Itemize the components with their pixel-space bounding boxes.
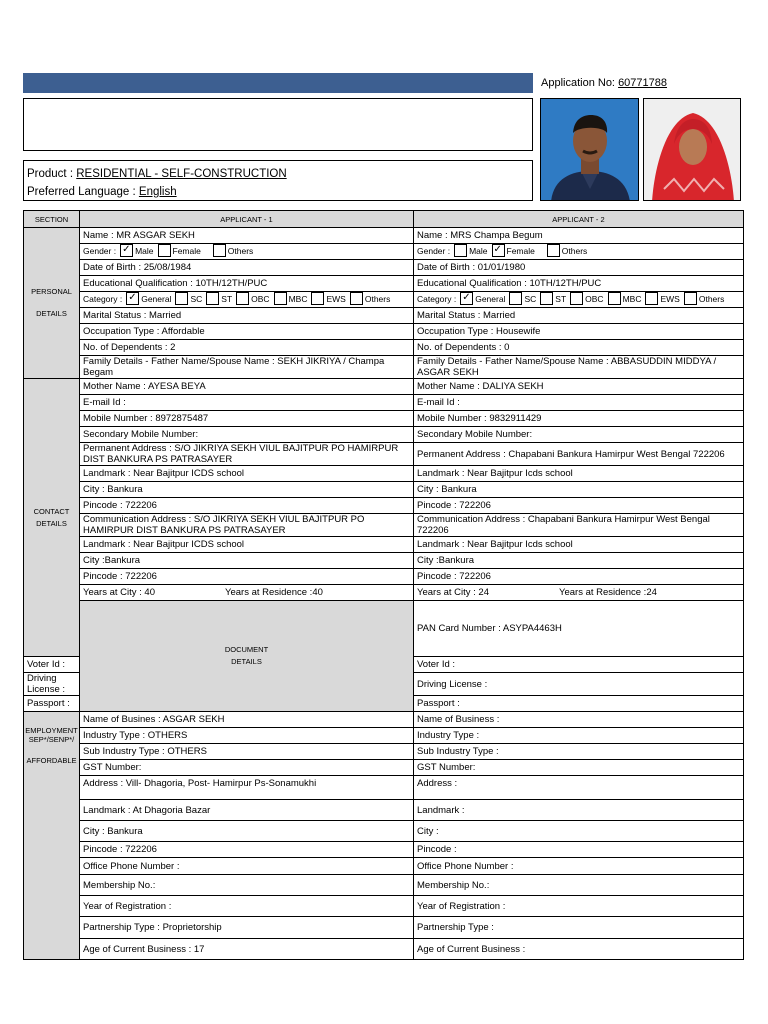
app2-others-cat-checkbox[interactable]	[684, 292, 697, 305]
app2-office-phone: Office Phone Number :	[414, 858, 744, 875]
table-row	[24, 498, 744, 514]
app2-marital: Marital Status : Married	[414, 308, 744, 324]
table-row	[24, 744, 744, 760]
app1-name: Name : MR ASGAR SEKH	[80, 228, 414, 244]
app1-dependents: No. of Dependents : 2	[80, 340, 414, 356]
table-row	[24, 842, 744, 858]
sc-label: SC	[524, 294, 537, 305]
app1-ews-checkbox[interactable]	[311, 292, 324, 305]
app2-membership: Membership No.:	[414, 875, 744, 896]
application-table	[23, 210, 744, 960]
app2-emp-pincode: Pincode :	[414, 842, 744, 858]
table-row	[24, 276, 744, 292]
section-label: DOCUMENT	[224, 645, 269, 654]
mbc-label: MBC	[288, 294, 308, 305]
app2-comm-pincode: Pincode : 722206	[414, 569, 744, 585]
others-label: Others	[227, 246, 254, 257]
app2-occupation: Occupation Type : Housewife	[414, 324, 744, 340]
app1-comm-city: City :Bankura	[80, 553, 414, 569]
product-label: Product :	[27, 168, 74, 180]
table-row	[24, 537, 744, 553]
app1-years	[80, 585, 414, 601]
section-label: DETAILS	[36, 518, 67, 528]
category-label: Category :	[83, 294, 123, 305]
section-label: EMPLOYMENT	[25, 726, 78, 735]
app2-male-checkbox[interactable]	[454, 244, 467, 257]
app1-sec-mobile: Secondary Mobile Number:	[80, 427, 414, 443]
table-row	[24, 917, 744, 939]
table-row	[24, 443, 744, 466]
table-row	[24, 482, 744, 498]
app2-dependents: No. of Dependents : 0	[414, 340, 744, 356]
app2-age-business: Age of Current Business :	[414, 939, 744, 960]
table-row	[24, 244, 744, 260]
app2-email: E-mail Id :	[414, 395, 744, 411]
table-row	[24, 760, 744, 776]
table-row	[24, 601, 744, 657]
app2-female-checkbox[interactable]	[492, 244, 505, 257]
app2-sub-industry: Sub Industry Type :	[414, 744, 744, 760]
applicant-2-photo-image	[644, 99, 741, 201]
app1-comm-pincode: Pincode : 722206	[80, 569, 414, 585]
app1-others-checkbox[interactable]	[213, 244, 226, 257]
app2-others-checkbox[interactable]	[547, 244, 560, 257]
table-row	[24, 228, 744, 244]
app2-st-checkbox[interactable]	[540, 292, 553, 305]
applicant-1-photo	[540, 98, 639, 201]
app1-edu: Educational Qualification : 10TH/12TH/PUC	[80, 276, 414, 292]
app1-mobile: Mobile Number : 8972875487	[80, 411, 414, 427]
st-label: ST	[221, 294, 233, 305]
table-row	[24, 800, 744, 821]
app-no-label: Application No:	[541, 77, 615, 89]
section-label: CONTACT	[33, 506, 70, 516]
table-row	[24, 514, 744, 537]
app2-obc-checkbox[interactable]	[570, 292, 583, 305]
general-label: General	[475, 294, 506, 305]
application-number	[541, 77, 667, 89]
header-bar	[23, 73, 533, 93]
table-row	[24, 395, 744, 411]
app1-mother: Mother Name : AYESA BEYA	[80, 379, 414, 395]
app2-voter: Voter Id :	[414, 657, 744, 673]
app2-years-city: Years at City : 24	[417, 587, 489, 598]
applicant-1-photo-image	[541, 99, 639, 201]
app2-years	[414, 585, 744, 601]
app1-year-reg: Year of Registration :	[80, 896, 414, 917]
app2-comm-landmark: Landmark : Near Bajitpur Icds school	[414, 537, 744, 553]
app1-family: Family Details - Father Name/Spouse Name : SEKH JIKRIYA / Champa Begam	[80, 356, 414, 379]
app1-sub-industry: Sub Industry Type : OTHERS	[80, 744, 414, 760]
app2-comm-city: City :Bankura	[414, 553, 744, 569]
app1-others-cat-checkbox[interactable]	[350, 292, 363, 305]
language-label: Preferred Language :	[27, 186, 136, 198]
app1-emp-landmark: Landmark : At Dhagoria Bazar	[80, 800, 414, 821]
table-row	[24, 776, 744, 800]
table-row	[24, 896, 744, 917]
app2-general-checkbox[interactable]	[460, 292, 473, 305]
section-document	[80, 601, 414, 712]
female-label: Female	[506, 246, 535, 257]
app1-membership: Membership No.:	[80, 875, 414, 896]
app1-male-checkbox[interactable]	[120, 244, 133, 257]
app2-landmark: Landmark : Near Bajitpur Icds school	[414, 466, 744, 482]
app1-gender	[80, 244, 414, 260]
app2-industry: Industry Type :	[414, 728, 744, 744]
col-section: SECTION	[24, 211, 80, 228]
blank-box	[23, 98, 533, 151]
table-row	[24, 324, 744, 340]
app1-years-city: Years at City : 40	[83, 587, 155, 598]
app2-dob: Date of Birth : 01/01/1980	[414, 260, 744, 276]
app2-mobile: Mobile Number : 9832911429	[414, 411, 744, 427]
table-row	[24, 821, 744, 842]
app1-dob: Date of Birth : 25/08/1984	[80, 260, 414, 276]
app2-sc-checkbox[interactable]	[509, 292, 522, 305]
language-value: English	[138, 186, 177, 198]
female-label: Female	[172, 246, 201, 257]
app1-industry: Industry Type : OTHERS	[80, 728, 414, 744]
app2-pincode: Pincode : 722206	[414, 498, 744, 514]
app2-year-reg: Year of Registration :	[414, 896, 744, 917]
section-label: AFFORDABLE	[26, 756, 77, 765]
app2-emp-city: City :	[414, 821, 744, 842]
app1-comm-landmark: Landmark : Near Bajitpur ICDS school	[80, 537, 414, 553]
st-label: ST	[555, 294, 567, 305]
app2-comm-address: Communication Address : Chapabani Bankura Hamirpur West Bengal 722206	[414, 514, 744, 537]
male-label: Male	[469, 246, 488, 257]
app2-mother: Mother Name : DALIYA SEKH	[414, 379, 744, 395]
app1-voter: Voter Id :	[24, 657, 80, 673]
applicant-2-photo	[643, 98, 741, 201]
app1-st-checkbox[interactable]	[206, 292, 219, 305]
table-row	[24, 340, 744, 356]
table-row	[24, 466, 744, 482]
obc-label: OBC	[585, 294, 604, 305]
app2-years-residence: Years at Residence :24	[559, 587, 657, 598]
others-label: Others	[364, 294, 391, 305]
table-row	[24, 260, 744, 276]
app-no-value: 60771788	[618, 77, 668, 89]
app2-edu: Educational Qualification : 10TH/12TH/PUC	[414, 276, 744, 292]
app2-business: Name of Business :	[414, 712, 744, 728]
section-label: DETAILS	[231, 657, 262, 666]
table-row	[24, 379, 744, 395]
table-row	[24, 292, 744, 308]
app1-marital: Marital Status : Married	[80, 308, 414, 324]
table-row	[24, 875, 744, 896]
app1-sc-checkbox[interactable]	[175, 292, 188, 305]
ews-label: EWS	[660, 294, 680, 305]
app1-general-checkbox[interactable]	[126, 292, 139, 305]
app1-category	[80, 292, 414, 308]
app1-email: E-mail Id :	[80, 395, 414, 411]
app1-driving: Driving License :	[24, 673, 80, 696]
sc-label: SC	[190, 294, 203, 305]
app2-city: City : Bankura	[414, 482, 744, 498]
product-box	[23, 160, 533, 201]
app1-mbc-checkbox[interactable]	[274, 292, 287, 305]
table-header-row	[24, 211, 744, 228]
app1-pan: PAN Card Number : ASYPA4463H	[414, 601, 744, 657]
app2-passport: Passport :	[414, 696, 744, 712]
app1-age-business: Age of Current Business : 17	[80, 939, 414, 960]
gender-label: Gender :	[417, 246, 451, 257]
app2-emp-landmark: Landmark :	[414, 800, 744, 821]
others-label: Others	[698, 294, 725, 305]
app1-emp-address: Address : Vill- Dhagoria, Post- Hamirpur Ps-Sonamukhi	[80, 776, 414, 800]
app2-perm-address: Permanent Address : Chapabani Bankura Hamirpur West Bengal 722206	[414, 443, 744, 466]
others-label: Others	[561, 246, 588, 257]
app1-business: Name of Busines : ASGAR SEKH	[80, 712, 414, 728]
app1-obc-checkbox[interactable]	[236, 292, 249, 305]
app1-landmark: Landmark : Near Bajitpur ICDS school	[80, 466, 414, 482]
app2-gst: GST Number:	[414, 760, 744, 776]
obc-label: OBC	[251, 294, 270, 305]
col-applicant-2: APPLICANT - 2	[414, 211, 744, 228]
ews-label: EWS	[326, 294, 346, 305]
app1-occupation: Occupation Type : Affordable	[80, 324, 414, 340]
table-row	[24, 308, 744, 324]
category-label: Category :	[417, 294, 457, 305]
table-row	[24, 569, 744, 585]
mbc-label: MBC	[622, 294, 642, 305]
section-employment	[24, 712, 80, 960]
app1-female-checkbox[interactable]	[158, 244, 171, 257]
table-row	[24, 356, 744, 379]
app1-partnership: Partnership Type : Proprietorship	[80, 917, 414, 939]
product-value: RESIDENTIAL - SELF-CONSTRUCTION	[76, 168, 287, 180]
app1-office-phone: Office Phone Number :	[80, 858, 414, 875]
app1-years-residence: Years at Residence :40	[225, 587, 323, 598]
section-contact	[24, 379, 80, 657]
general-label: General	[141, 294, 172, 305]
app2-gender	[414, 244, 744, 260]
app2-mbc-checkbox[interactable]	[608, 292, 621, 305]
section-personal	[24, 228, 80, 379]
gender-label: Gender :	[83, 246, 117, 257]
col-applicant-1: APPLICANT - 1	[80, 211, 414, 228]
app1-pincode: Pincode : 722206	[80, 498, 414, 514]
app2-name: Name : MRS Champa Begum	[414, 228, 744, 244]
app2-category	[414, 292, 744, 308]
app2-family: Family Details - Father Name/Spouse Name : ABBASUDDIN MIDDYA / ASGAR SEKH	[414, 356, 744, 379]
table-row	[24, 585, 744, 601]
app1-emp-pincode: Pincode : 722206	[80, 842, 414, 858]
app1-emp-city: City : Bankura	[80, 821, 414, 842]
table-row	[24, 858, 744, 875]
table-row	[24, 427, 744, 443]
app1-comm-address: Communication Address : S/O JIKRIYA SEKH VIUL BAJITPUR PO HAMIRPUR DIST BANKURA PS PATRASAYER	[80, 514, 414, 537]
app2-ews-checkbox[interactable]	[645, 292, 658, 305]
table-row	[24, 553, 744, 569]
app1-gst: GST Number:	[80, 760, 414, 776]
table-row	[24, 411, 744, 427]
table-row	[24, 712, 744, 728]
app2-driving: Driving License :	[414, 673, 744, 696]
section-label: PERSONAL	[31, 287, 72, 296]
app2-partnership: Partnership Type :	[414, 917, 744, 939]
app2-emp-address: Address :	[414, 776, 744, 800]
section-label: SEP*/SENP*/	[28, 735, 75, 744]
table-row	[24, 939, 744, 960]
app1-city: City : Bankura	[80, 482, 414, 498]
male-label: Male	[135, 246, 154, 257]
section-label: DETAILS	[36, 309, 67, 318]
app1-perm-address: Permanent Address : S/O JIKRIYA SEKH VIUL BAJITPUR PO HAMIRPUR DIST BANKURA PS PATRASAYER	[80, 443, 414, 466]
app2-sec-mobile: Secondary Mobile Number:	[414, 427, 744, 443]
app1-passport: Passport :	[24, 696, 80, 712]
table-row	[24, 728, 744, 744]
